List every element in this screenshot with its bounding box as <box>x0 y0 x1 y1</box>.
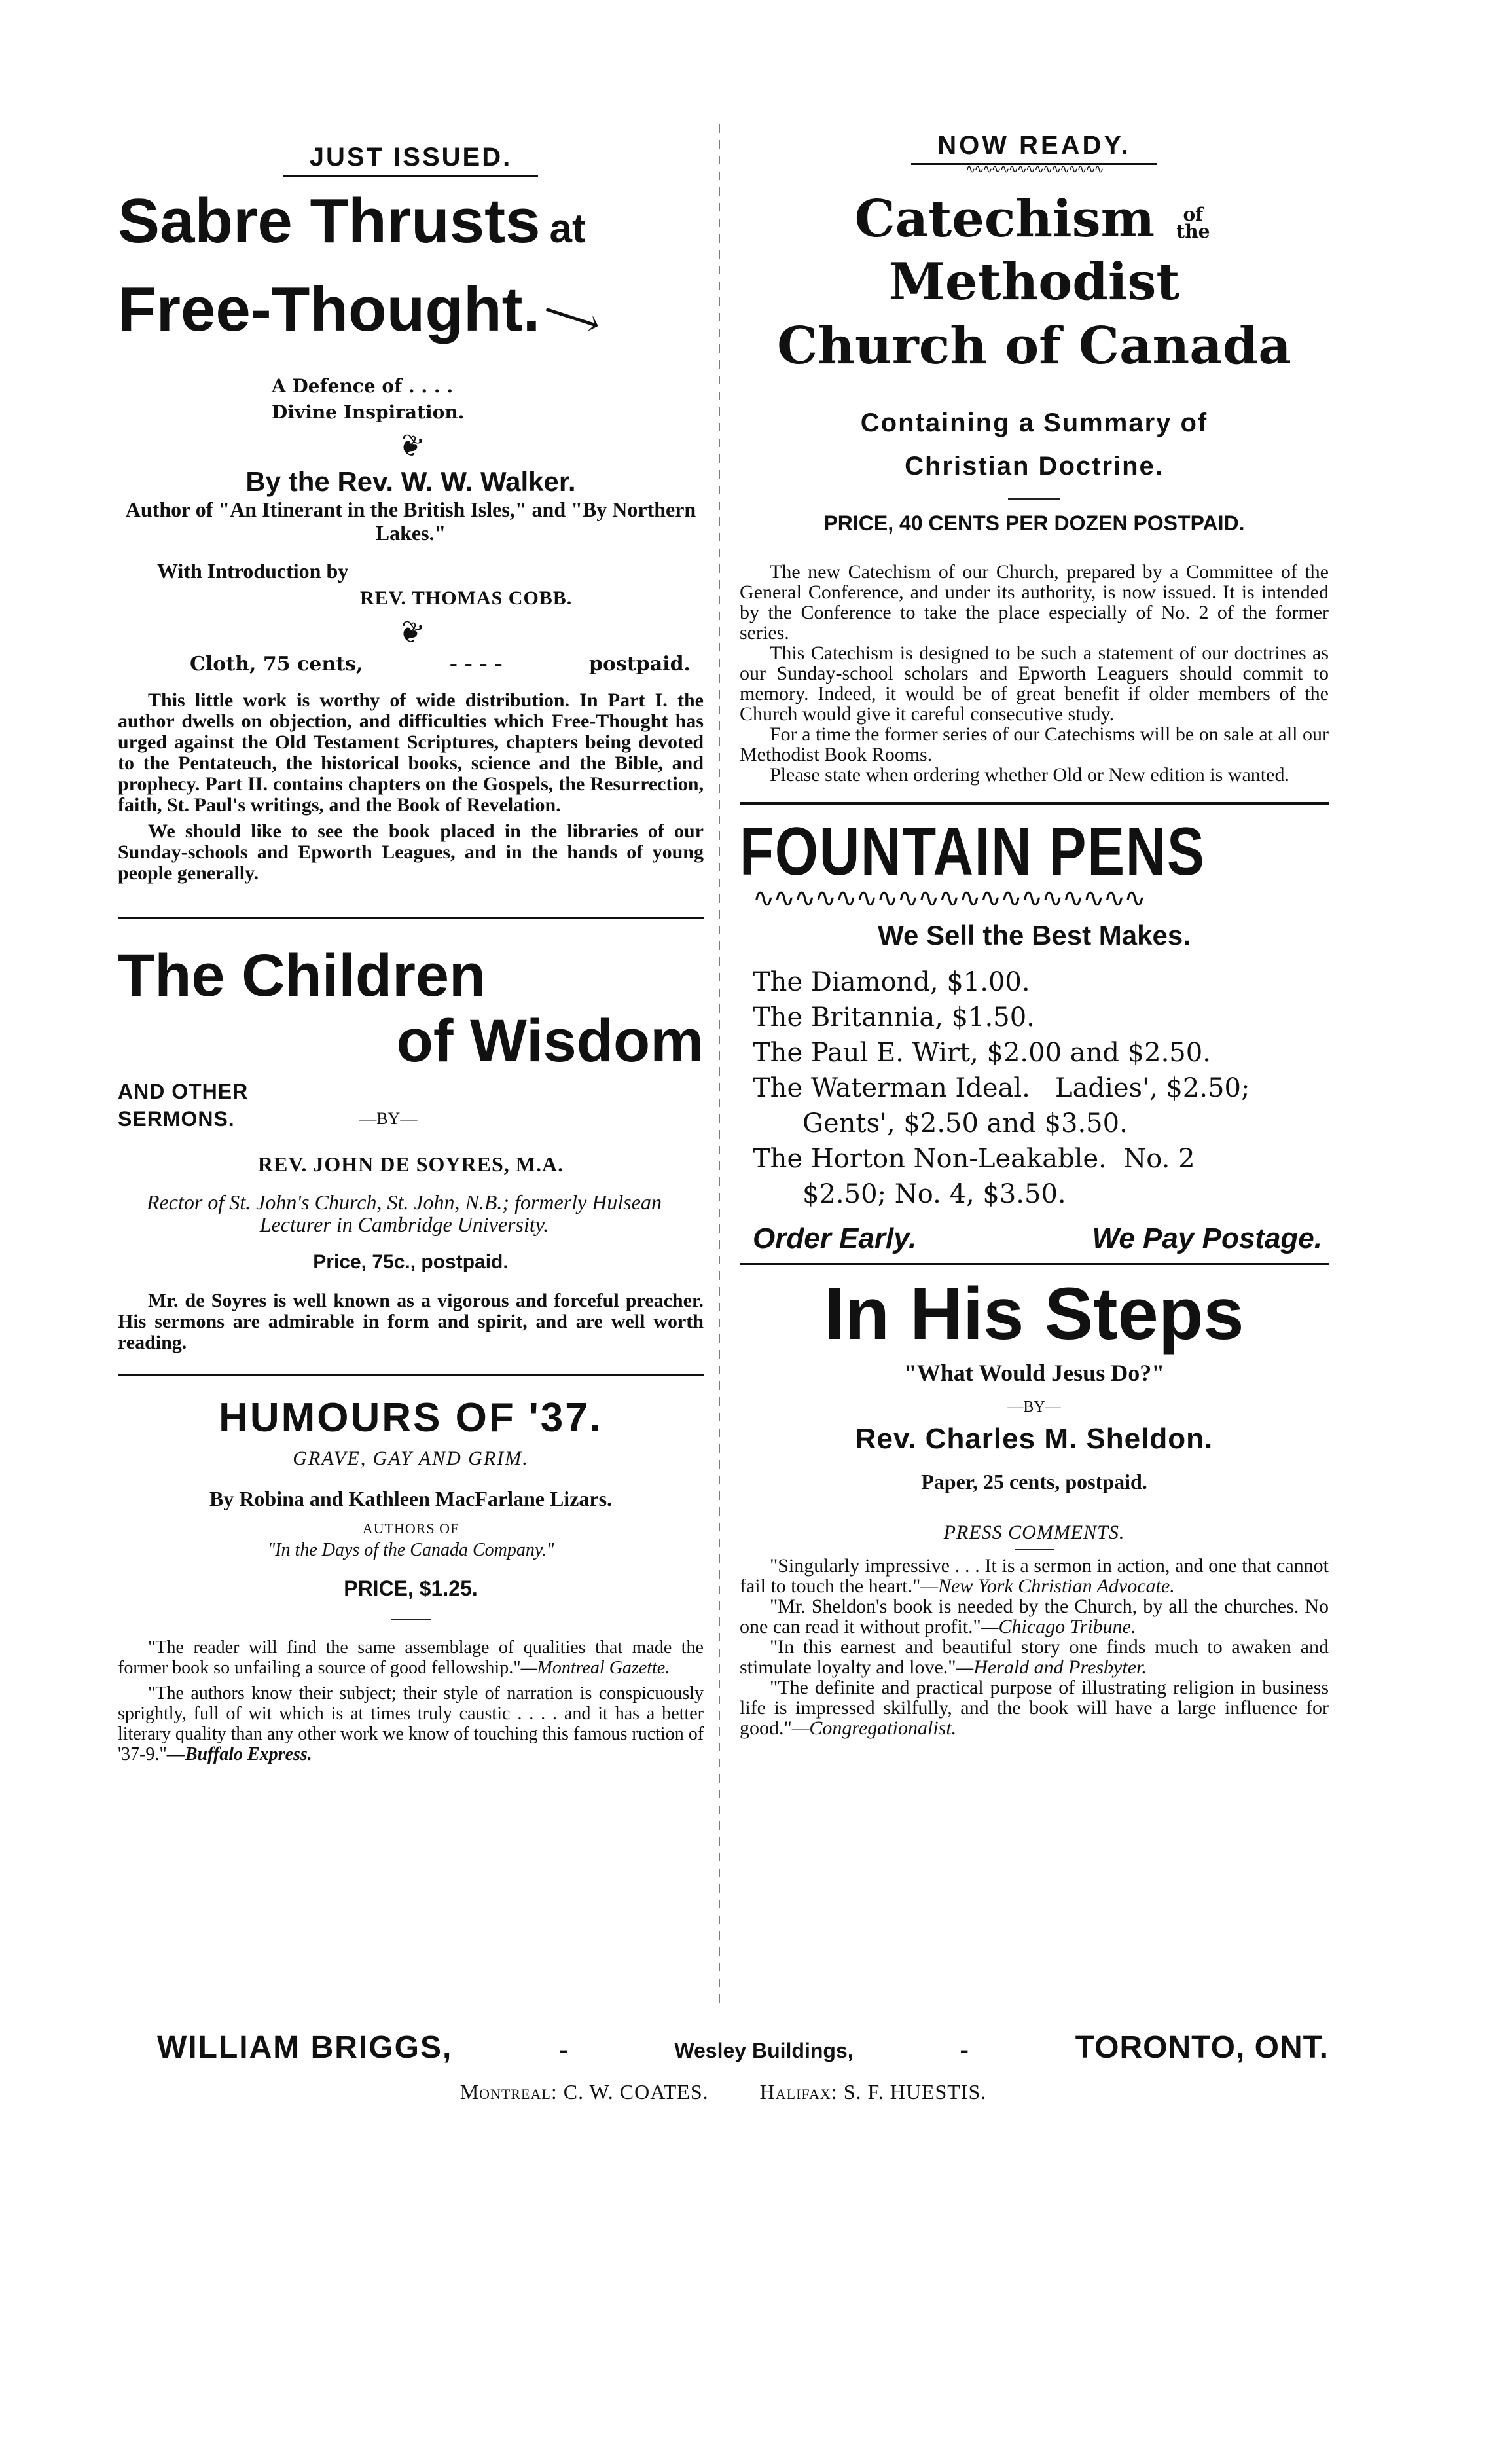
in-his-steps-ad <box>740 1271 1329 1738</box>
catechism-paragraph-3: For a time the former series of our Catechisms will be on sale at all our Methodist Book Rooms. <box>740 723 1329 765</box>
press-comment <box>740 1677 1329 1738</box>
intro-label: With Introduction by <box>157 559 349 583</box>
children-price: Price, 75c., postpaid. <box>313 1251 509 1273</box>
pen-item <box>753 1035 1329 1070</box>
pen-item <box>753 1000 1329 1035</box>
quote-text: "The reader will find the same assemblage of qualities that made the former book so unfailing a source of good fellowship." <box>118 1637 704 1678</box>
pen-item-line1: The Paul E. Wirt, $2.00 and $2.50. <box>753 1038 1211 1068</box>
humours-ad <box>118 1395 704 1764</box>
sabre-paragraph-2: We should like to see the book placed in the libraries of our Sunday-schools and Epworth Leagues, and in the hands of young people generally. <box>118 820 704 884</box>
section-rule <box>118 1374 704 1376</box>
order-early: Order Early. <box>753 1222 917 1254</box>
children-author: REV. JOHN DE SOYRES, M.A. <box>257 1152 564 1176</box>
publisher-address: Wesley Buildings, <box>674 2039 854 2062</box>
fountain-pens-ad <box>740 814 1329 1255</box>
arrow-icon: ⟶ <box>537 287 607 348</box>
quote-text: "The authors know their subject; their style of narration is conspicuously sprightly, full of wit which is at times truly caustic . . . . and it has a better literary quality than any other work we know of touching this famous ruction of '37-9." <box>118 1683 704 1764</box>
catechism-title-the: the <box>1176 220 1210 242</box>
sabre-author-note: Author of "An Itinerant in the British Isles," and "By Northern Lakes." <box>125 498 696 545</box>
catechism-paragraph-4: Please state when ordering whether Old or New edition is wanted. <box>770 764 1289 786</box>
montreal-label: Montreal: <box>459 2080 558 2104</box>
pen-item-line2: $2.50; No. 4, $3.50. <box>802 1179 1066 1209</box>
halifax-agent: S. F. HUESTIS. <box>843 2080 987 2104</box>
humours-authors-of: AUTHORS OF <box>362 1520 459 1537</box>
quote-source: —Montreal Gazette. <box>520 1658 670 1678</box>
steps-price: Paper, 25 cents, postpaid. <box>921 1470 1147 1493</box>
pen-item <box>753 1070 1329 1141</box>
comment-source: —Herald and Presbyter. <box>956 1656 1147 1678</box>
steps-by: —BY— <box>1007 1398 1061 1415</box>
pens-title: FOUNTAIN PENS <box>740 814 1206 890</box>
comment-source: —New York Christian Advocate. <box>920 1575 1175 1597</box>
children-of-wisdom-ad <box>118 943 704 1353</box>
we-pay-postage: We Pay Postage. <box>1092 1222 1322 1254</box>
pen-item <box>753 964 1329 1000</box>
sabre-title-line2: Free-Thought. <box>118 274 541 344</box>
catechism-title-b: Methodist <box>888 252 1180 312</box>
pen-item-line2: Gents', $2.50 and $3.50. <box>802 1108 1128 1139</box>
now-ready-header: NOW READY. <box>911 131 1157 165</box>
catechism-paragraph-1: The new Catechism of our Church, prepared by a Committee of the General Conference, and under its authority, is now issued. It is intended by the Conference to take the place especially of No. 2 of the former series. <box>740 561 1329 644</box>
sabre-author: By the Rev. W. W. Walker. <box>245 466 576 497</box>
section-rule <box>740 802 1329 805</box>
humours-subtitle: GRAVE, GAY AND GRIM. <box>293 1448 529 1469</box>
sabre-price-dots: - - - - <box>449 653 503 676</box>
pen-item <box>753 1141 1329 1212</box>
section-rule <box>740 1263 1329 1265</box>
catechism-ad <box>740 131 1329 785</box>
pens-subtitle: We Sell the Best Makes. <box>878 920 1191 951</box>
press-comments-heading: PRESS COMMENTS. <box>943 1522 1125 1543</box>
short-rule <box>1008 498 1060 500</box>
sabre-thrusts-ad <box>118 143 704 884</box>
children-title-line2: of Wisdom <box>396 1008 704 1074</box>
pen-item-line1: The Horton Non-Leakable. No. 2 <box>753 1144 1195 1174</box>
wavy-rule-icon: ∿∿∿∿∿∿∿∿∿∿∿∿∿∿∿∿∿∿∿ <box>753 883 1145 913</box>
catechism-price: PRICE, 40 CENTS PER DOZEN POSTPAID. <box>823 511 1245 535</box>
children-rector: Rector of St. John's Church, St. John, N.B.; formerly Hulsean Lecturer in Cambridge University. <box>147 1190 662 1236</box>
sabre-title-at: at <box>549 206 586 251</box>
intro-name: REV. THOMAS COBB. <box>360 587 573 609</box>
quote-source: —Buffalo Express. <box>166 1744 312 1764</box>
defence-line1: A Defence of . . . . <box>272 375 454 397</box>
catechism-paragraph-2: This Catechism is designed to be such a statement of our doctrines as our Sunday-school scholars and Epworth Leaguers should commit to memory. Indeed, it would be of great benefit if older members of the Church would give it careful consecutive study. <box>740 642 1329 725</box>
humours-book: "In the Days of the Canada Company." <box>267 1540 554 1560</box>
comment-source: —Congregationalist. <box>791 1717 957 1739</box>
catechism-subtitle-line1: Containing a Summary of <box>860 409 1208 437</box>
short-rule <box>1015 1549 1054 1550</box>
comment-source: —Chicago Tribune. <box>981 1616 1136 1637</box>
press-comment <box>740 1637 1329 1677</box>
pen-item-line1: The Britannia, $1.50. <box>753 1002 1035 1032</box>
steps-subtitle: "What Would Jesus Do?" <box>903 1360 1165 1386</box>
column-divider <box>719 124 720 2010</box>
publisher-city: TORONTO, ONT. <box>1075 2030 1329 2065</box>
and-other-label: AND OTHER <box>118 1080 249 1103</box>
halifax-label: Halifax: <box>759 2080 838 2104</box>
steps-title: In His Steps <box>824 1273 1244 1355</box>
sabre-price-left: Cloth, 75 cents, <box>190 653 363 676</box>
comment-text: "Singularly impressive . . . It is a sermon in action, and one that cannot fail to touch the heart." <box>740 1555 1329 1597</box>
children-description: Mr. de Soyres is well known as a vigorous and forceful preacher. His sermons are admirable in form and spirit, and are well worth reading. <box>118 1290 704 1353</box>
footer-dash: - <box>559 2034 568 2064</box>
catechism-subtitle-line2: Christian Doctrine. <box>905 452 1164 481</box>
footer-dash: - <box>960 2034 969 2064</box>
publisher-footer <box>118 2030 1329 2104</box>
humours-authors: By Robina and Kathleen MacFarlane Lizars. <box>209 1487 613 1510</box>
wavy-rule-icon: ∿∿∿∿∿∿∿∿∿∿∿∿∿∿∿∿ <box>965 162 1103 176</box>
fleuron-icon: ❦ <box>393 613 428 652</box>
publisher-name: WILLIAM BRIGGS, <box>157 2030 453 2065</box>
comment-text: "Mr. Sheldon's book is needed by the Church, by all the churches. No one can read it without profit." <box>740 1596 1329 1637</box>
right-column <box>740 124 1329 1738</box>
sabre-title-line1: Sabre Thrusts <box>118 186 541 256</box>
press-comment <box>740 1556 1329 1596</box>
humours-quote-2 <box>118 1683 704 1764</box>
fleuron-icon: ❦ <box>393 427 428 465</box>
press-comment <box>740 1596 1329 1637</box>
pen-item-line1: The Waterman Ideal. Ladies', $2.50; <box>753 1073 1250 1103</box>
sabre-price-right: postpaid. <box>589 653 691 676</box>
children-title-line1: The Children <box>118 942 486 1009</box>
steps-author: Rev. Charles M. Sheldon. <box>855 1423 1214 1455</box>
defence-line2: Divine Inspiration. <box>272 401 465 423</box>
sermons-label: SERMONS. <box>118 1107 235 1131</box>
catechism-title-line2: Church of Canada <box>777 316 1291 376</box>
sabre-paragraph-1: This little work is worthy of wide distribution. In Part I. the author dwells on objection, and difficulties which Free-Thought has urged against the Old Testament Scriptures, chapters being devoted to the Pentateuch, the historical books, science and the Bible, and prophecy. Part II. contains chapters on the Gospels, the Resurrection, faith, St. Paul's writings, and the Book of Revelation. <box>118 689 704 816</box>
comment-text: "The definite and practical purpose of illustrating religion in business life is impressed skilfully, and the book will have a large influence for good." <box>740 1677 1329 1739</box>
section-rule <box>118 917 704 919</box>
humours-title: HUMOURS OF '37. <box>219 1395 603 1440</box>
humours-price: PRICE, $1.25. <box>344 1577 478 1600</box>
short-rule <box>391 1619 431 1620</box>
comment-text: "In this earnest and beautiful story one finds much to awaken and stimulate loyalty and love." <box>740 1636 1329 1678</box>
just-issued-header: JUST ISSUED. <box>283 143 538 177</box>
pen-item-line1: The Diamond, $1.00. <box>753 967 1030 997</box>
humours-quote-1 <box>118 1637 704 1678</box>
catechism-title-of: of <box>1183 203 1204 225</box>
left-column <box>118 124 704 1764</box>
catechism-title-a: Catechism <box>854 189 1155 249</box>
montreal-agent: C. W. COATES. <box>563 2080 709 2104</box>
children-by: —BY— <box>359 1109 418 1128</box>
